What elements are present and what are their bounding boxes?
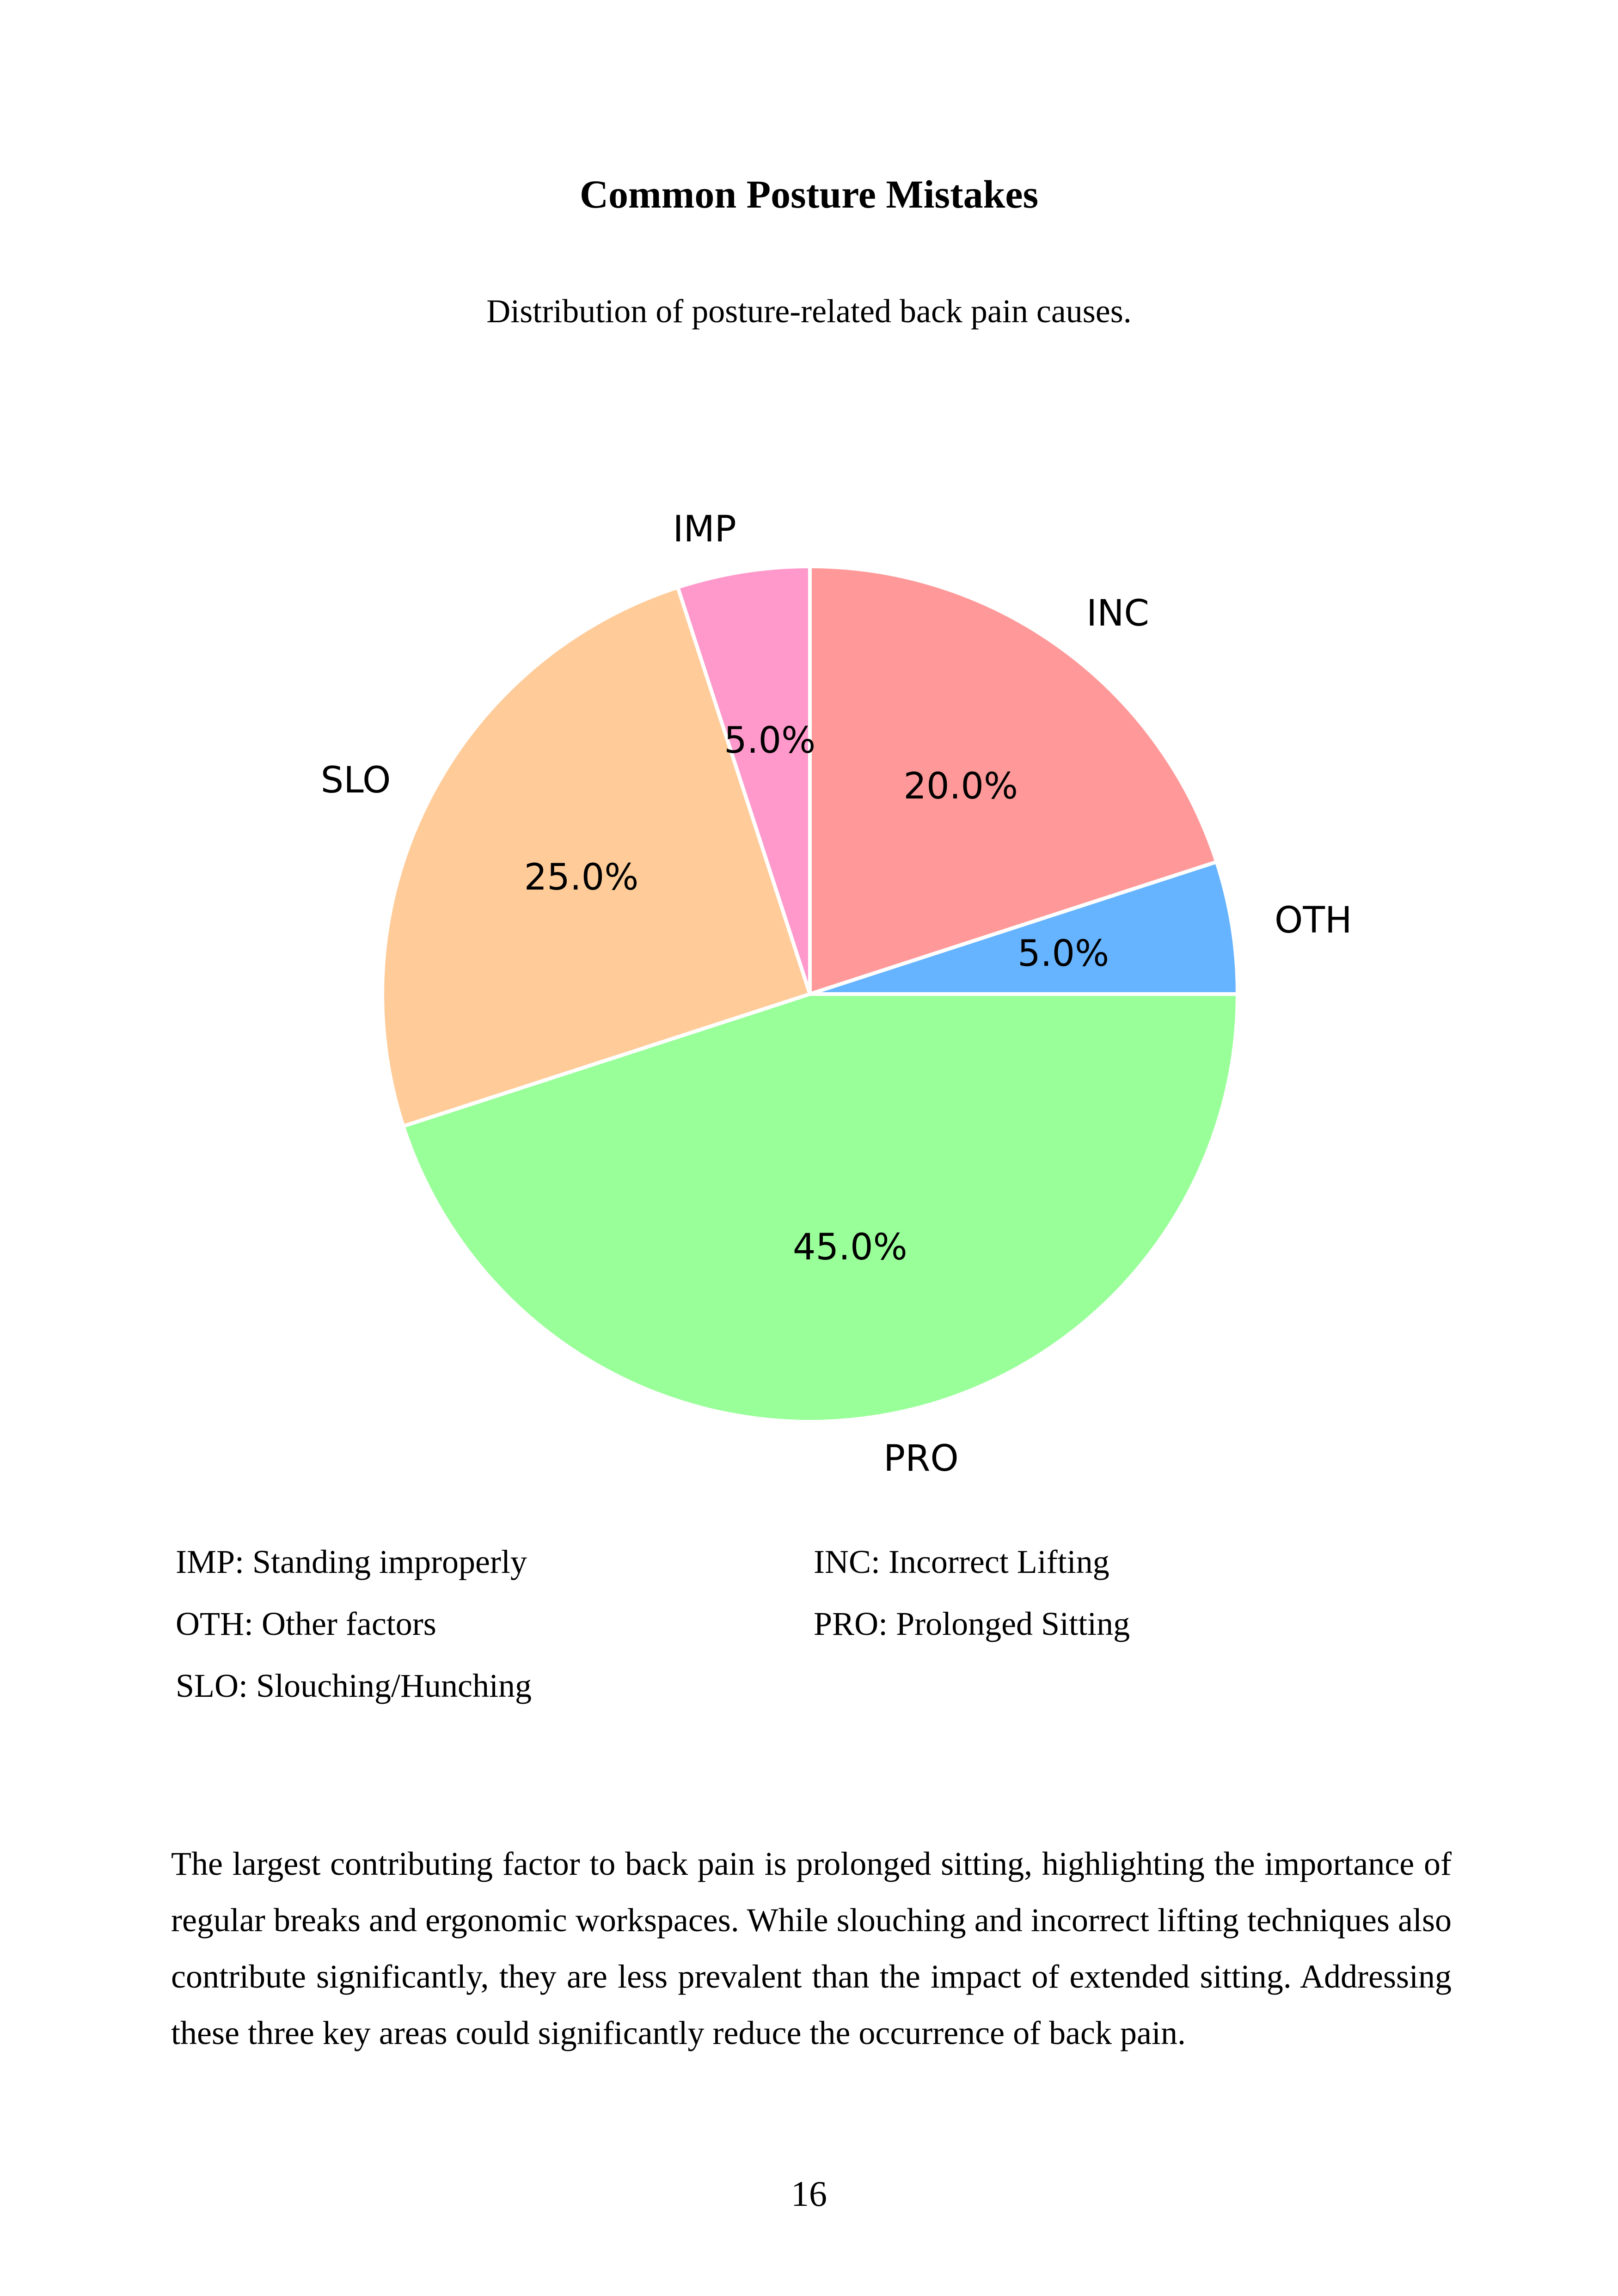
legend bbox=[176, 1540, 1470, 1708]
pie-pct-label-oth: 5.0% bbox=[1017, 933, 1109, 975]
pie-pct-label-pro: 45.0% bbox=[792, 1227, 907, 1269]
pie-pct-label-inc: 20.0% bbox=[903, 765, 1018, 807]
legend-item-pro: PRO: Prolonged Sitting bbox=[814, 1605, 1130, 1642]
legend-item-imp: IMP: Standing improperly bbox=[176, 1543, 527, 1580]
legend-item-inc: INC: Incorrect Lifting bbox=[814, 1543, 1109, 1580]
body-paragraph: The largest contributing factor to back pain is prolonged sitting, highlighting the importance of regular breaks and ergonomic workspaces. While slouching and incorrect lifting techniques also contribute significantly, they are less prevalent than the impact of extended sitting. Addressing these three key areas could significantly reduce the occurrence of back pain. bbox=[171, 1845, 1452, 2051]
pie-category-label-inc: INC bbox=[1086, 592, 1149, 634]
pie-category-label-imp: IMP bbox=[673, 509, 736, 551]
pie-category-label-slo: SLO bbox=[320, 760, 391, 802]
pie-slices bbox=[382, 566, 1238, 1422]
legend-item-oth: OTH: Other factors bbox=[176, 1605, 436, 1642]
page-subtitle: Distribution of posture-related back pain causes. bbox=[486, 293, 1132, 330]
legend-item-slo: SLO: Slouching/Hunching bbox=[176, 1667, 532, 1704]
pie-category-label-oth: OTH bbox=[1274, 899, 1352, 941]
pie-pct-label-imp: 5.0% bbox=[724, 719, 816, 761]
pie-category-label-pro: PRO bbox=[883, 1437, 959, 1480]
page-number: 16 bbox=[791, 2173, 827, 2214]
pie-pct-label-slo: 25.0% bbox=[524, 857, 639, 899]
page-title: Common Posture Mistakes bbox=[579, 172, 1039, 216]
